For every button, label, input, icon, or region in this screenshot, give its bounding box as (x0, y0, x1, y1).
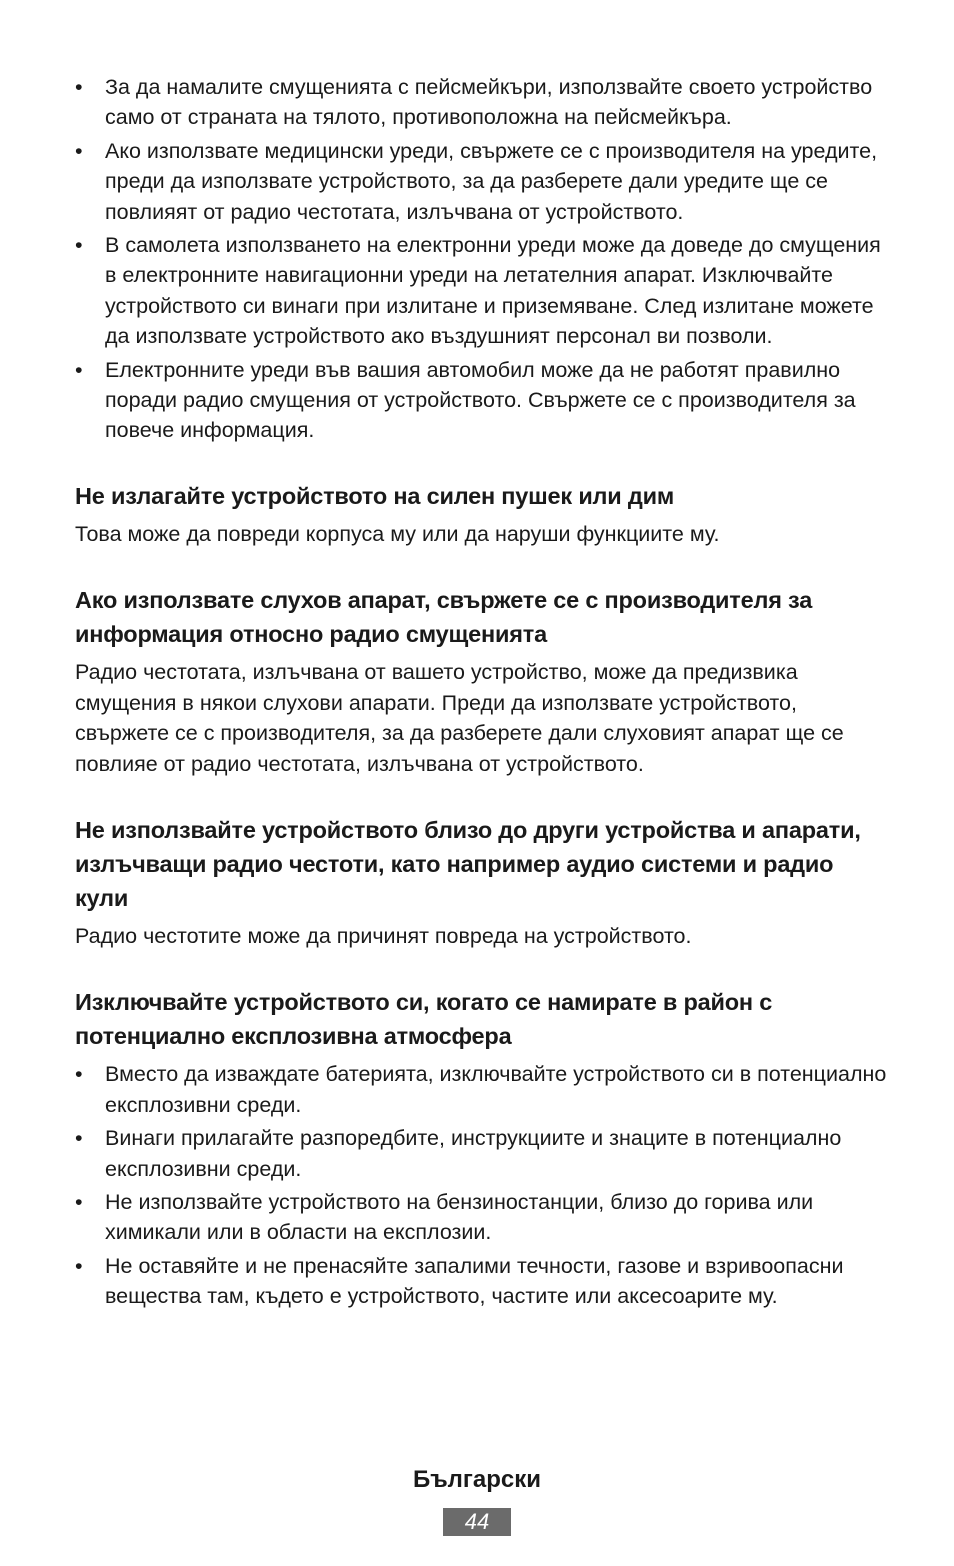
list-item (75, 136, 890, 227)
bullet-icon: • (75, 1062, 83, 1087)
list-item-text: За да намалите смущенията с пейсмейкъри, използвайте своето устройство само от страната на тялото, противоположна на пейсмейкъра. (105, 75, 873, 130)
list-item-text: В самолета използването на електронни уреди може да доведе до смущения в електронните навигационни уреди на летателния апарат. Изключвайте устройството си винаги при излитане и приземяване. След излитане можете да използвате устройството ако въздушният персонал ви позволи. (105, 233, 881, 349)
list-item-text: Вместо да изваждате батерията, изключвайте устройството си в потенциално експлозивни среди. (105, 1062, 887, 1117)
section-body: Радио честотата, излъчвана от вашето устройство, може да предизвика смущения в някои слухови апарати. Преди да използвате устройството, свържете се с производителя, за да разберете дали слуховият апарат ще се повлияе от радио честотата, излъчвана от устройството. (75, 660, 844, 776)
bullet-icon: • (75, 138, 83, 163)
list-item (75, 355, 890, 446)
section-heading: Не излагайте устройството на силен пушек или дим (75, 482, 675, 509)
bullet-icon: • (75, 1189, 83, 1214)
list-item-text: Не оставяйте и не пренасяйте запалими течности, газове и взривоопасни вещества там, където е устройството, частите или аксесоарите му. (105, 1253, 844, 1309)
section-body: Радио честотите може да причинят повреда на устройството. (75, 923, 692, 948)
section-radio-devices (75, 813, 890, 951)
list-item (75, 230, 890, 352)
explosive-bullet-list (75, 1059, 890, 1311)
bullet-icon: • (75, 75, 83, 99)
list-item (75, 72, 890, 133)
section-heading: Ако използвате слухов апарат, свържете се с производителя за информация относно радио смущенията (75, 587, 813, 648)
section-body: Това може да повреди корпуса му или да наруши функциите му. (75, 521, 720, 546)
list-item-text: Електронните уреди във вашия автомобил може да не работят правилно поради радио смущения от устройството. Свържете се с производителя за повече информация. (105, 357, 856, 443)
page-number-badge: 44 (443, 1508, 511, 1536)
list-item (75, 1251, 890, 1312)
list-item (75, 1059, 890, 1120)
list-item (75, 1123, 890, 1184)
bullet-icon: • (75, 1253, 83, 1278)
intro-bullet-list (75, 72, 890, 446)
list-item-text: Не използвайте устройството на бензиностанции, близо до горива или химикали или в области на експлозии. (105, 1189, 814, 1245)
bullet-icon: • (75, 357, 83, 382)
bullet-icon: • (75, 233, 83, 258)
footer-language: Български (412, 1466, 542, 1493)
page-content (75, 72, 890, 1315)
list-item-text: Ако използвате медицински уреди, свържете се с производителя на уредите, преди да използвате устройството, за да разберете дали уредите ще се повлияят от радио честотата, излъчвана от устройството. (105, 138, 878, 224)
bullet-icon: • (75, 1126, 83, 1151)
section-heading: Изключвайте устройството си, когато се намирате в район с потенциално експлозивна атмосфера (75, 989, 773, 1050)
section-heading: Не използвайте устройството близо до други устройства и апарати, излъчващи радио честоти, като например аудио системи и радио кули (75, 816, 861, 911)
section-explosive-atmosphere (75, 985, 890, 1311)
list-item (75, 1187, 890, 1248)
section-hearing-aid (75, 583, 890, 779)
list-item-text: Винаги прилагайте разпоредбите, инструкциите и знаците в потенциално експлозивни среди. (105, 1126, 842, 1181)
section-smoke (75, 479, 890, 549)
